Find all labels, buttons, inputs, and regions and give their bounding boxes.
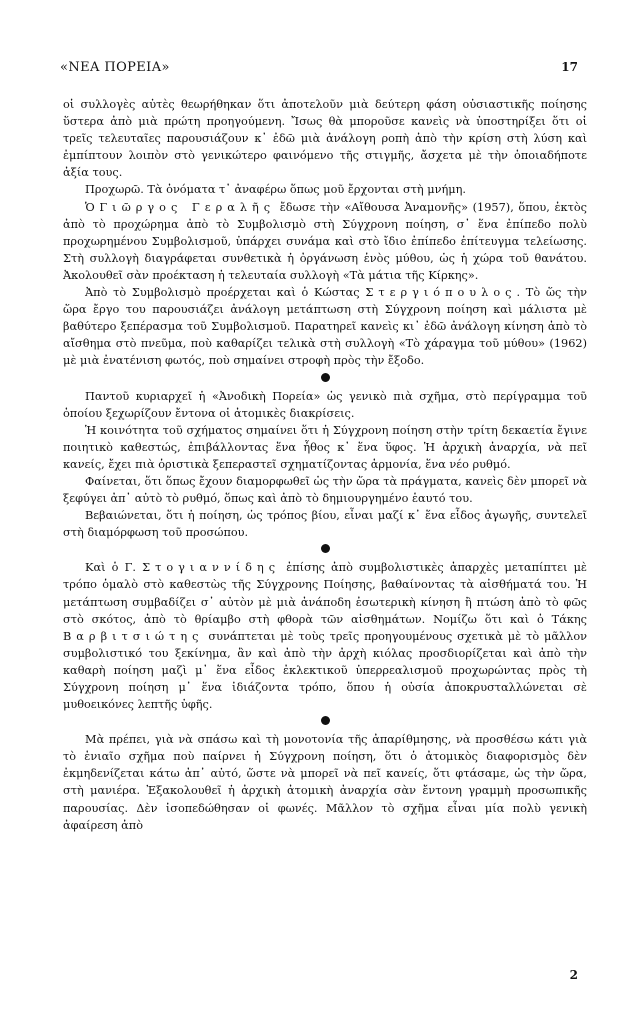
article-body xyxy=(63,96,587,834)
paragraph-6: Ἡ κοινότητα τοῦ σχήματος σημαίνει ὅτι ἡ Σύγχρονη ποίηση στὴν τρίτη δεκαετία ἔγινε ποιητικὸ καθεστώς, ἐπιβάλλοντας ἕνα ἦθος κ᾽ ἕνα ὕφος. Ἡ ἀρχικὴ ἀναρχία, νὰ πεῖ κανείς, ἔχει πιὰ ὁριστικὰ ξεπεραστεῖ σχηματίζοντας ἁρμονία, ἕνα νέο ρυθμό. xyxy=(63,423,587,471)
paragraph-1: οἱ συλλογὲς αὐτὲς θεωρήθηκαν ὅτι ἀποτελοῦν μιὰ δεύτερη φάση οὐσιαστικῆς ποίησης ὕστερα ἀπὸ μιὰ πρώτη προηγούμενη. Ἴσως θὰ μποροῦσε κανεὶς νὰ ὑποστηρίξει ὅτι οἱ τρεῖς τελευταῖες παρουσιάζουν κ᾽ ἐδῶ μιὰ ἀνάλογη ροπὴ ἀπὸ τὴν κρίση στὴ λύση καὶ ἐμπίπτουν λοιπὸν στὸ γενικώτερο φαινόμενο τῆς στιγμῆς, ἄσχετα μὲ τὴν ὁποιαδήποτε ἀξία τους. xyxy=(63,98,587,180)
poet-name-stogiannidis: Στογιαννίδης xyxy=(142,561,281,575)
paragraph-9-lead: Καὶ ὁ Γ. xyxy=(85,561,143,575)
paragraph-5: Παντοῦ κυριαρχεῖ ἡ «Ἀνοδικὴ Πορεία» ὡς γενικὸ πιὰ σχῆμα, στὸ περίγραμμα τοῦ ὁποίου ξεχωρίζουν ἔντονα οἱ ἀτομικὲς διακρίσεις. xyxy=(63,389,587,420)
paragraph-4-lead: Ἀπὸ τὸ Συμβολισμὸ προέρχεται καὶ ὁ Κώστας xyxy=(85,286,366,300)
journal-title: «ΝΕΑ ΠΟΡΕΙΑ» xyxy=(60,60,170,75)
paragraph-10: Μὰ πρέπει, γιὰ νὰ σπάσω καὶ τὴ μονοτονία τῆς ἀπαρίθμησης, νὰ προσθέσω κάτι γιὰ τὸ ἑνιαῖο σχῆμα ποὺ παίρνει ἡ Σύγχρονη ποίηση, ὅτι ὁ ἀτομικὸς διαφορισμὸς δὲν ἐκμηδενίζεται κάτω ἀπ᾽ αὐτό, ὥστε νὰ μπορεῖ νὰ πεῖ κανείς, ὅτι φτάσαμε, ὡς τὴν ὥρα, στὴ μανιέρα. Ἐξακολουθεῖ ἡ ἀρχικὴ ἀτομικὴ ἀναρχία σὰν ἔντονη γραμμὴ προσωπικῆς παρουσίας. Δὲν ἰσοπεδώθησαν οἱ φωνές. Μᾶλλον τὸ σχῆμα εἶναι μία πολὺ γενικὴ ἀφαίρεση ἀπὸ xyxy=(63,733,587,832)
paragraph-9-text-a: ἐπίσης ἀπὸ συμβολιστικὲς ἀπαρχὲς μεταπίπτει μὲ τρόπο ὁμαλὸ στὸ καθεστὼς τῆς Σύγχρονης Ποίησης, βαθαίνοντας τὰ αἰσθήματά του. Ἡ μετάπτωση συμβαδίζει σ᾽ αὐτὸν μὲ μιὰ ἀνάποδη ἐσωτερικὴ κίνηση ἢ πτώση ἀπὸ τὸ φῶς στὸ σκότος, ἀπὸ τὸ θρίαμβο στὴ φθορὰ τῶν αἰσθημάτων. Νομίζω ὅτι καὶ ὁ Τάκης xyxy=(63,561,587,626)
paragraph-4-text: . Τὸ ὥς τὴν ὥρα ἔργο του παρουσιάζει ἀνάλογη μετάπτωση στὴ Σύγχρονη ποίηση καὶ μάλιστα μὲ βαθύτερο ξεπέρασμα τοῦ Συμβολισμοῦ. Παρατηρεῖ κανεὶς κι᾽ ἐδῶ ἀνάλογη κίνηση ἀπὸ τὸ αἴσθημα στὸ πνεῦμα, ποὺ καθαρίζει τελικὰ στὴ συλλογὴ «Τὸ χάραγμα τοῦ μύθου» (1962) μὲ μιὰ ἐνατένιση φωτός, ποὺ σημαίνει στροφὴ πρὸς τὴν ἔξοδο. xyxy=(63,286,588,368)
paragraph-4 xyxy=(63,284,587,369)
running-header xyxy=(60,60,578,82)
paragraph-7: Φαίνεται, ὅτι ὅπως ἔχουν διαμορφωθεῖ ὡς τὴν ὥρα τὰ πράγματα, κανεὶς δὲν μπορεῖ νὰ ξεφύγει ἀπ᾽ αὐτὸ τὸ ρυθμό, ὅπως καὶ ἀπὸ τὸ δημιουργημένο ἑαυτό του. xyxy=(63,474,587,506)
page-number: 17 xyxy=(561,60,578,74)
section-divider-dot xyxy=(63,716,587,725)
section-divider-dot xyxy=(63,544,587,553)
paragraph-8: Βεβαιώνεται, ὅτι ἡ ποίηση, ὡς τρόπος βίου, εἶναι μαζί κ᾽ ἕνα εἶδος ἀγωγῆς, συντελεῖ στὴ διαμόρφωση τοῦ προσώπου. xyxy=(63,509,587,540)
paragraph-2: Προχωρῶ. Τὰ ὀνόματα τ᾽ ἀναφέρω ὅπως μοῦ ἔρχονται στὴ μνήμη. xyxy=(85,183,466,197)
poet-name-geralis: Γιῶργος Γεραλῆς xyxy=(99,200,276,214)
paragraph-3 xyxy=(63,199,587,284)
poet-name-stergiopoulos: Στεργιόπουλος xyxy=(365,286,517,300)
section-divider-dot xyxy=(63,373,587,382)
paragraph-3-lead: Ὁ xyxy=(85,200,100,214)
paragraph-9-text-b: συνάπτεται μὲ τοὺς τρεῖς προηγουμένους σχετικὰ μὲ τὸ μᾶλλον συμβολιστικό του ξεκίνημα, ἂν καὶ ἀπὸ τὴν ἀρχὴ κιόλας προσδιορίζεται καὶ ἀπὸ τὴν καθαρὴ ποίηση μαζὶ μ᾽ ἕνα εἶδος ἐκλεκτικοῦ ὑπερρεαλισμοῦ προχωρώντας πρὸς τὴ Σύγχρονη ποίηση μ᾽ ἕνα ἰδιάζοντα τρόπο, ὅπου ἡ οὐσία ἀποκρυσταλλώνεται σὲ μυθοεικόνες λεπτῆς ὑφῆς. xyxy=(63,629,587,712)
paragraph-9 xyxy=(63,559,587,713)
poet-name-varvitsiotis: Βαρβιτσιώτης xyxy=(63,629,204,643)
paragraph-3-text: ἔδωσε τὴν «Αἴθουσα Ἀναμονῆς» (1957), ὅπου, ἐκτὸς ἀπὸ τὸ προχώρημα ἀπὸ τὸ Συμβολισμὸ στὴ Σύγχρονη ποίηση, σ᾽ ἕνα ἐπίπεδο πολὺ προχωρημένου Συμβολισμοῦ, ὑπάρχει συνάμα καὶ στὸ ἴδιο ἐπίπεδο ἐπίτευγμα τελείωσης. Στὴ συλλογὴ διαγράφεται συνθετικὰ ἡ ὀργάνωση ἑνὸς μύθου, ὡς ἡ χώρα τοῦ θανάτου. Ἀκολουθεῖ σὰν προέκταση ἡ τελευταία συλλογὴ «Τὰ μάτια τῆς Κίρκης». xyxy=(63,200,587,282)
signature-mark: 2 xyxy=(569,968,578,982)
